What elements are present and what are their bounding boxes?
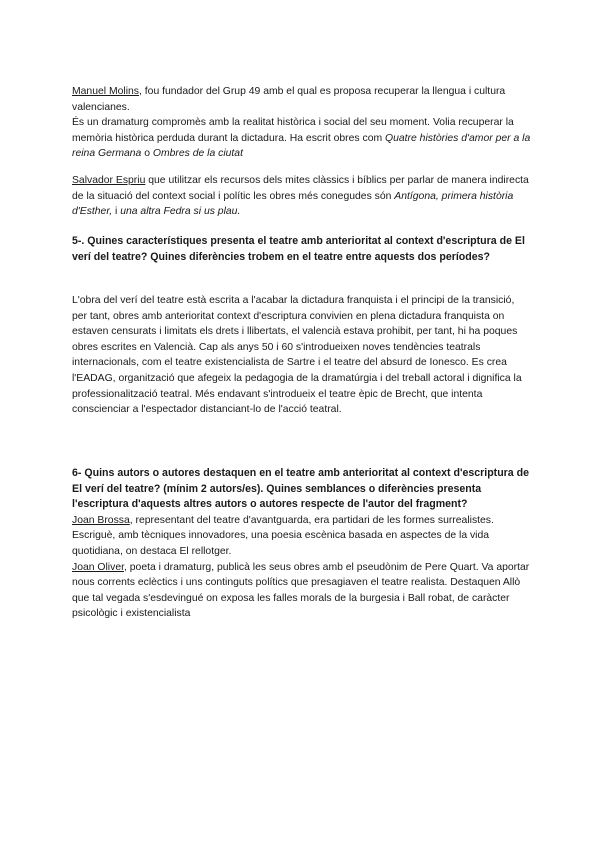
espriu-name: Salvador Espriu [72, 175, 146, 186]
question-6 [72, 466, 532, 622]
espriu-text-1: que utilitzar els recursos dels mites clàssics i bíblics per parlar de manera indirecta de la situació del context social i polític les obres més conegudes són [72, 175, 529, 202]
question-5-heading: 5-. Quines característiques presenta el teatre amb anterioritat al context d'escriptura de El verí del teatre? Quines diferències trobem en el teatre entre aquests dos períodes? [72, 235, 525, 263]
oliver-name: Joan Oliver [72, 561, 124, 573]
answer-5-body: L'obra del verí del teatre està escrita a l'acabar la dictadura franquista i el principi de la transició, per tant, obres amb anterioritat context d'escriptura convivien en plena dictadura franquista on estaven censurats i limitats els drets i llibertats, el valencià estava prohibit, per tant, hi ha poques obres escrites en Valencià. Cap als anys 50 i 60 s'introdueixen noves tendències teatrals internacionals, com el teatre existencialista de Sartre i el teatre del absurd de Ionesco. Es crea l'EADAG, organització que afegeix la pedagogia de la dramatúrgia i del treball actoral i dignifica la professionalització teatral. Més endavant s'introdueix el teatre èpic de Brecht, que intenta conscienciar a l'espectador distanciant-lo de l'acció teatral. [72, 295, 522, 416]
brossa-name: Joan Brossa [72, 514, 130, 526]
molins-work-2: Ombres de la ciutat [152, 148, 243, 160]
oliver-paragraph [72, 560, 532, 622]
answer-5 [72, 293, 532, 418]
molins-work-1: Quatre històries d'amor per a la reina Germana [72, 132, 531, 160]
brossa-text: , representant del teatre d'avantguarda, era partidari de les formes surrealistes. Escriguè, amb tècniques innovadores, una poesia escènica basada en aspectes de la vida quotidiana, on destaca El rellotger. [72, 514, 494, 557]
espriu-work-2: una altra Fedra si us plau. [120, 206, 241, 218]
espriu-conj: i [112, 206, 121, 218]
molins-text-2: És un dramaturg compromès amb la realitat històrica i social del seu moment. Volia recuperar la memòria històrica perduda durant la dictadura. Ha escrit obres com [72, 117, 514, 144]
espriu-section [72, 173, 532, 220]
molins-text-1: , fou fundador del Grup 49 amb el qual es proposa recuperar la llengua i cultura valencianes. [72, 86, 506, 113]
espriu-work-1: Antígona, primera història d'Esther, [72, 190, 514, 218]
oliver-text: , poeta i dramaturg, publicà les seus obres amb el pseudònim de Pere Quart. Va aportar nous corrents eclèctics i uns continguts polítics que presagiaven el teatre realista. Destaquen Allò que tal vegada s'esdevingué on exposa les falles morals de la burgesia i Ball robat, de caràcter psicològic i existencialista [72, 561, 530, 620]
molins-section [72, 84, 532, 162]
question-5 [72, 234, 532, 265]
espriu-paragraph [72, 173, 532, 220]
molins-conj: o [141, 148, 153, 160]
molins-paragraph-2 [72, 115, 532, 162]
molins-name: Manuel Molins [72, 86, 139, 97]
molins-paragraph [72, 84, 532, 115]
brossa-paragraph [72, 513, 532, 560]
question-6-heading: 6- Quins autors o autores destaquen en el teatre amb anterioritat al context d'escriptura de El verí del teatre? (mínim 2 autors/es). Quines semblances o diferències presenta l'escriptura d'aquests altres autors o autores respecte de l'autor del fragment? [72, 467, 529, 511]
